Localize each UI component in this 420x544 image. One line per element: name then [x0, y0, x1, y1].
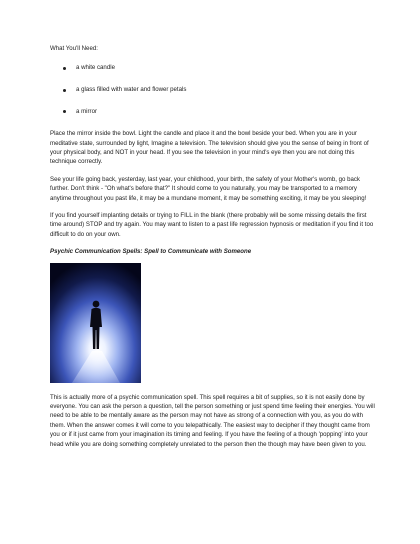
- section-title: Psychic Communication Spells: Spell to Communicate with Someone: [50, 248, 252, 256]
- needs-heading: What You'll Need:: [50, 45, 98, 52]
- list-item: a white candle: [50, 63, 376, 72]
- paragraph-3: If you find yourself implanting details or trying to FILL in the blank (there probably will be some missing details the first time around) STOP and try again. You may want to listen to a past life regression hypnosis or meditation if you find it too difficult to do on your own.: [50, 211, 374, 238]
- document-page: [50, 44, 376, 457]
- silhouette-in-light-image: [50, 263, 141, 383]
- list-item: a glass filled with water and flower petals: [50, 85, 376, 94]
- paragraph-1: Place the mirror inside the bowl. Light the candle and place it and the bowl beside your bed. When you are in your meditative state, surrounded by light, Imagine a television. The television should give you the sense of being in front of your physical body, and NOT in your head. If you see the television in your mind's eye then you are not doing this technique correctly.: [50, 130, 369, 166]
- paragraph-2: See your life going back, yesterday, last year, your childhood, your birth, the safety of your Mother's womb, go back further. Don't think - "Oh what's before that?" It should come to you naturally, you may be transported to a memory anytime throughout you past life, it may be a mundane moment, it may be something exciting, it may be you sleeping!: [50, 175, 367, 202]
- closing-paragraph: This is actually more of a psychic communication spell. This spell requires a bit of supplies, so it is not easily done by everyone. You can ask the person a question, tell the person something or just spend time feeling their energies. You will need to be able to be mentally aware as the person may not have as strong of a connection with you, as you do with them. When the answer comes it will come to you telepathically. The easiest way to decipher if they thought came from you or if it just came from your imagination its timing and feeling. If you have the feeling of a though 'popping' into your head while you are doing something completely unrelated to the person then the though may have been given to you.: [50, 393, 375, 448]
- list-item: a mirror: [50, 107, 376, 116]
- supplies-list: [50, 63, 376, 116]
